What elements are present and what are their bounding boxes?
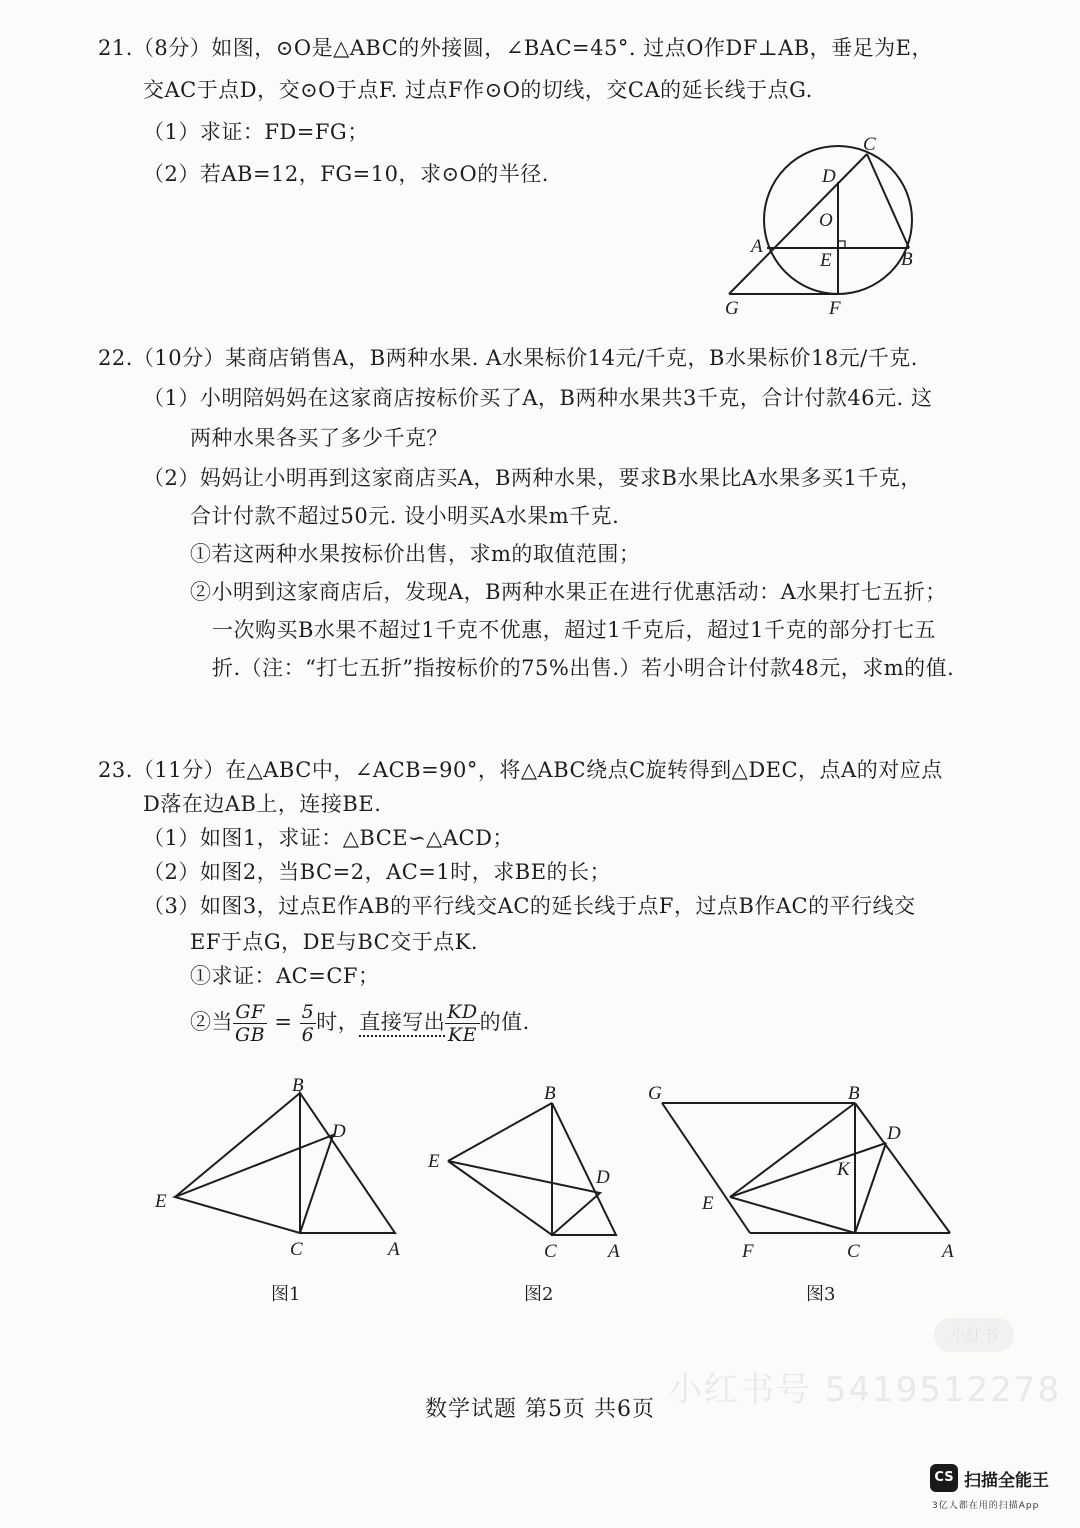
q21-part1: （1）求证：FD=FG； [143,120,369,144]
label-B: B [292,1075,304,1096]
label-A: A [388,1239,400,1260]
label-O: O [819,210,833,231]
right-angle-mark [838,241,845,248]
q22-sub2-line3: 折.（注：“打七五折”指按标价的75%出售.）若小明合计付款48元，求m的值. [212,656,955,680]
q23-figure2 [420,1075,650,1265]
figure1-caption: 图1 [271,1284,301,1305]
segment-BE [448,1103,552,1161]
label-A: A [942,1241,954,1262]
label-K: K [837,1159,850,1180]
label-C: C [863,134,876,155]
fraction-numerator: 5 [301,1001,315,1023]
camscanner-logo-icon: CS [930,1464,958,1492]
q22-sub2-line2: 一次购买B水果不超过1千克不优惠，超过1千克后，超过1千克的部分打七五 [212,618,937,642]
label-E: E [820,250,832,271]
q23-part3-line1: （3）如图3，过点E作AB的平行线交AC的延长线于点F，过点B作AC的平行线交 [143,894,916,918]
q22-part2-line1: （2）妈妈让小明再到这家商店买A，B两种水果，要求B水果比A水果多买1千克， [143,466,922,490]
fraction-denominator: GB [235,1024,266,1046]
label-E: E [702,1193,714,1214]
q23-sub2-suffix: 的值. [479,1010,530,1034]
label-F: F [829,298,841,319]
label-G: G [648,1083,662,1104]
triangle-DEC [448,1161,600,1235]
q22-stem: 22.（10分）某商店销售A，B两种水果. A水果标价14元/千克，B水果标价18元/千克. [98,346,918,370]
label-E: E [155,1191,167,1212]
q23-sub2-prefix: ②当 [190,1010,233,1034]
segment-DC [855,1143,886,1233]
camscanner-name: 扫描全能王 [964,1471,1049,1491]
q23-stem-line2: D落在边AB上，连接BE. [143,792,382,816]
q22-part1-line2: 两种水果各买了多少千克？ [190,426,448,450]
watermark-id: 小红书号 5419512278 [668,1370,1062,1410]
label-B: B [901,249,913,270]
q23-part2: （2）如图2，当BC=2，AC=1时，求BE的长； [143,860,612,884]
label-A: A [608,1241,620,1262]
q22-sub2-line1: ②小明到这家商店后，发现A，B两种水果正在进行优惠活动：A水果打七五折； [190,580,947,604]
label-D: D [822,166,836,187]
segment-GC [729,154,867,294]
triangle-DEC [175,1135,333,1233]
q23-sub2-emphasis: 直接写出 [359,1010,446,1034]
q23-part3-line2: EF于点G，DE与BC交于点K. [190,930,479,954]
q22-sub1: ①若这两种水果按标价出售，求m的取值范围； [190,542,641,566]
q22-part2-line2: 合计付款不超过50元. 设小明买A水果m千克. [190,504,620,528]
q23-sub2 [190,998,530,1046]
label-G: G [725,298,739,319]
fraction-denominator: 6 [301,1024,315,1046]
q23-part1: （1）如图1，求证：△BCE∽△ACD； [143,826,514,850]
segment-BA [855,1103,950,1233]
segment-BE [730,1103,855,1197]
q21-stem-line1: 21.（8分）如图，⊙O是△ABC的外接圆，∠BAC=45°. 过点O作DF⊥AB，垂足为E， [98,36,934,60]
label-D: D [332,1121,346,1142]
figure2-caption: 图2 [524,1284,554,1305]
fraction-numerator: GF [233,1001,267,1024]
label-A: A [751,236,763,257]
q23-figure1 [150,1075,420,1265]
label-C: C [290,1239,303,1260]
label-D: D [596,1167,610,1188]
segment-CB [867,154,909,248]
equals-sign: = [274,1010,293,1034]
label-D: D [887,1123,901,1144]
label-F: F [742,1241,754,1262]
q23-sub2-mid: 时， [316,1010,360,1034]
label-C: C [847,1241,860,1262]
q21-stem-line2: 交AC于点D，交⊙O于点F. 过点F作⊙O的切线，交CA的延长线于点G. [143,78,813,102]
fraction-denominator: KE [447,1024,477,1046]
label-C: C [544,1241,557,1262]
fraction-5-6 [300,1001,317,1046]
figure3-caption: 图3 [806,1284,836,1305]
q21-part2: （2）若AB=12，FG=10，求⊙O的半径. [143,162,549,186]
q23-figure3 [640,1075,970,1265]
fraction-kd-ke [445,1001,479,1046]
page-footer: 数学试题 第5页 共6页 [425,1397,655,1422]
q23-sub1: ①求证：AC=CF； [190,964,380,988]
triangle-ABC [300,1093,395,1233]
q21-circle-diagram [715,130,945,325]
label-E: E [428,1151,440,1172]
label-B: B [544,1083,556,1104]
segment-EC [730,1197,855,1233]
fraction-numerator: KD [447,1001,478,1023]
camscanner-slogan: 3亿人都在用的扫描App [932,1501,1040,1511]
q23-stem-line1: 23.（11分）在△ABC中，∠ACB=90°，将△ABC绕点C旋转得到△DEC，点A的对应点 [98,758,943,782]
segment-BE [175,1093,300,1197]
segment-ED [730,1143,886,1197]
q22-part1-line1: （1）小明陪妈妈在这家商店按标价买了A，B两种水果共3千克，合计付款46元. 这 [143,386,933,410]
label-B: B [848,1083,860,1104]
fraction-gf-gb [233,1001,267,1046]
watermark-badge: 小红书 [934,1318,1014,1352]
